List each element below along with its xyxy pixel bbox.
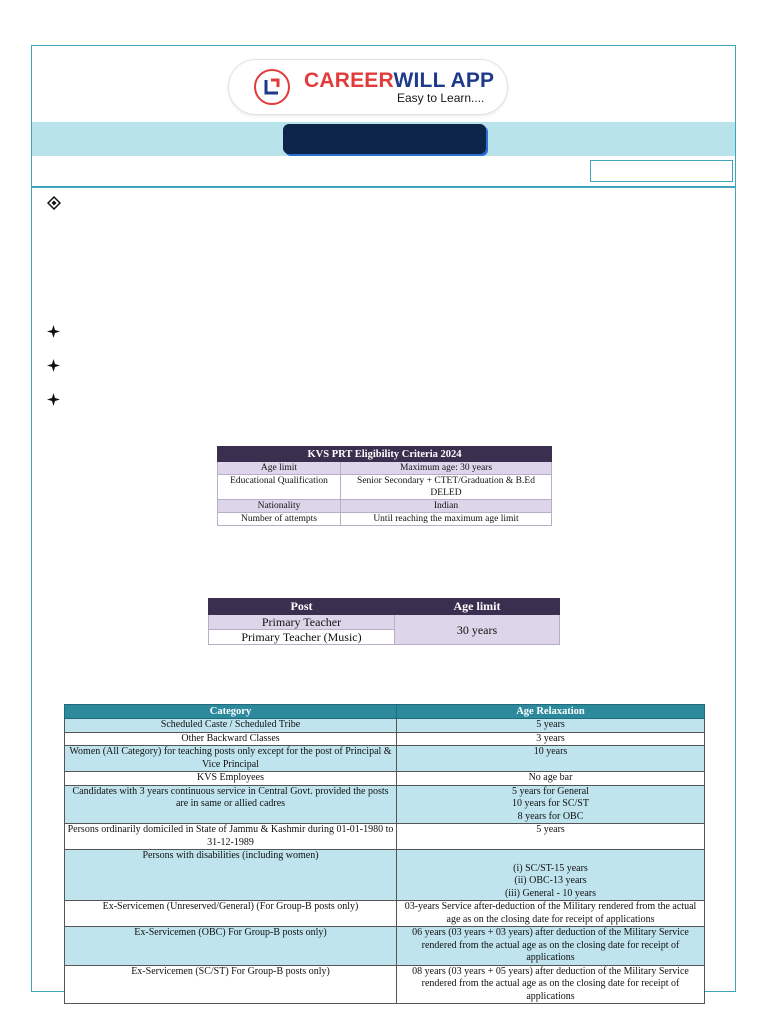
relaxation-cell: No age bar — [397, 772, 705, 786]
table-cell: Number of attempts — [218, 513, 341, 526]
table-row — [218, 462, 552, 475]
table-row — [65, 965, 705, 1004]
table-row — [65, 772, 705, 786]
relaxation-cell: 5 years — [397, 719, 705, 733]
table-cell: Primary Teacher (Music) — [209, 630, 395, 645]
brand-name — [304, 69, 494, 93]
brand-name-red: CAREER — [304, 69, 394, 92]
table-row — [65, 719, 705, 733]
relaxation-cell: 03-years Service after-deduction of the Military rendered from the actual age as on the closing date for receipt of applications — [397, 901, 705, 927]
table-cell: Nationality — [218, 500, 341, 513]
table-row — [209, 615, 560, 630]
brand-name-blue: WILL APP — [393, 69, 495, 92]
category-cell: KVS Employees — [65, 772, 397, 786]
relaxation-cell: 10 years — [397, 746, 705, 772]
table-cell: Educational Qualification — [218, 475, 341, 500]
brand-tagline: Easy to Learn.... — [397, 91, 485, 105]
eligibility-criteria-table — [217, 446, 552, 526]
age-relaxation-table — [64, 704, 705, 1004]
diamond-bullet-icon — [47, 196, 61, 213]
category-cell: Ex-Servicemen (OBC) For Group-B posts only) — [65, 927, 397, 966]
four-point-star-icon — [47, 359, 60, 375]
table-cell: Primary Teacher — [209, 615, 395, 630]
divider — [32, 186, 735, 188]
table-cell: 30 years — [395, 615, 560, 645]
relaxation-cell: 08 years (03 years + 05 years) after deduction of the Military Service rendered from the actual age as on the closing date for receipt of applications — [397, 965, 705, 1004]
brand-logo-icon — [254, 69, 290, 105]
category-cell: Women (All Category) for teaching posts only except for the post of Principal & Vice Principal — [65, 746, 397, 772]
relaxation-cell: 3 years — [397, 732, 705, 746]
table-row — [65, 850, 705, 901]
table-cell: Indian — [341, 500, 552, 513]
table-row — [65, 732, 705, 746]
category-cell: Ex-Servicemen (SC/ST) For Group-B posts only) — [65, 965, 397, 1004]
category-cell: Scheduled Caste / Scheduled Tribe — [65, 719, 397, 733]
table-row — [65, 927, 705, 966]
category-cell: Candidates with 3 years continuous service in Central Govt. provided the posts are in same or allied cadres — [65, 785, 397, 824]
category-cell: Other Backward Classes — [65, 732, 397, 746]
table-cell: Age limit — [218, 462, 341, 475]
table-header: Age limit — [395, 599, 560, 615]
relaxation-cell: 06 years (03 years + 03 years) after deduction of the Military Service rendered from the actual age as on the closing date for receipt of applications — [397, 927, 705, 966]
table-row — [218, 475, 552, 500]
table-title: KVS PRT Eligibility Criteria 2024 — [218, 447, 552, 462]
relaxation-cell: (i) SC/ST-15 years (ii) OBC-13 years (iii) General - 10 years — [397, 850, 705, 901]
brand-logo — [229, 60, 507, 114]
table-header: Category — [65, 705, 397, 719]
table-header: Age Relaxation — [397, 705, 705, 719]
category-cell: Ex-Servicemen (Unreserved/General) (For Group-B posts only) — [65, 901, 397, 927]
table-row — [65, 901, 705, 927]
category-cell: Persons with disabilities (including women) — [65, 850, 397, 901]
title-pill — [283, 124, 486, 154]
relaxation-cell: 5 years — [397, 824, 705, 850]
table-cell: Maximum age: 30 years — [341, 462, 552, 475]
table-row — [218, 500, 552, 513]
date-box — [590, 160, 733, 182]
category-cell: Persons ordinarily domiciled in State of Jammu & Kashmir during 01-01-1980 to 31-12-1989 — [65, 824, 397, 850]
four-point-star-icon — [47, 325, 60, 341]
table-cell: Until reaching the maximum age limit — [341, 513, 552, 526]
table-row — [65, 824, 705, 850]
post-age-limit-table — [208, 598, 560, 645]
table-row — [218, 513, 552, 526]
table-header: Post — [209, 599, 395, 615]
table-row — [65, 746, 705, 772]
table-cell: Senior Secondary + CTET/Graduation & B.Ed DELED — [341, 475, 552, 500]
relaxation-cell: 5 years for General 10 years for SC/ST 8 years for OBC — [397, 785, 705, 824]
table-row — [65, 785, 705, 824]
four-point-star-icon — [47, 393, 60, 409]
